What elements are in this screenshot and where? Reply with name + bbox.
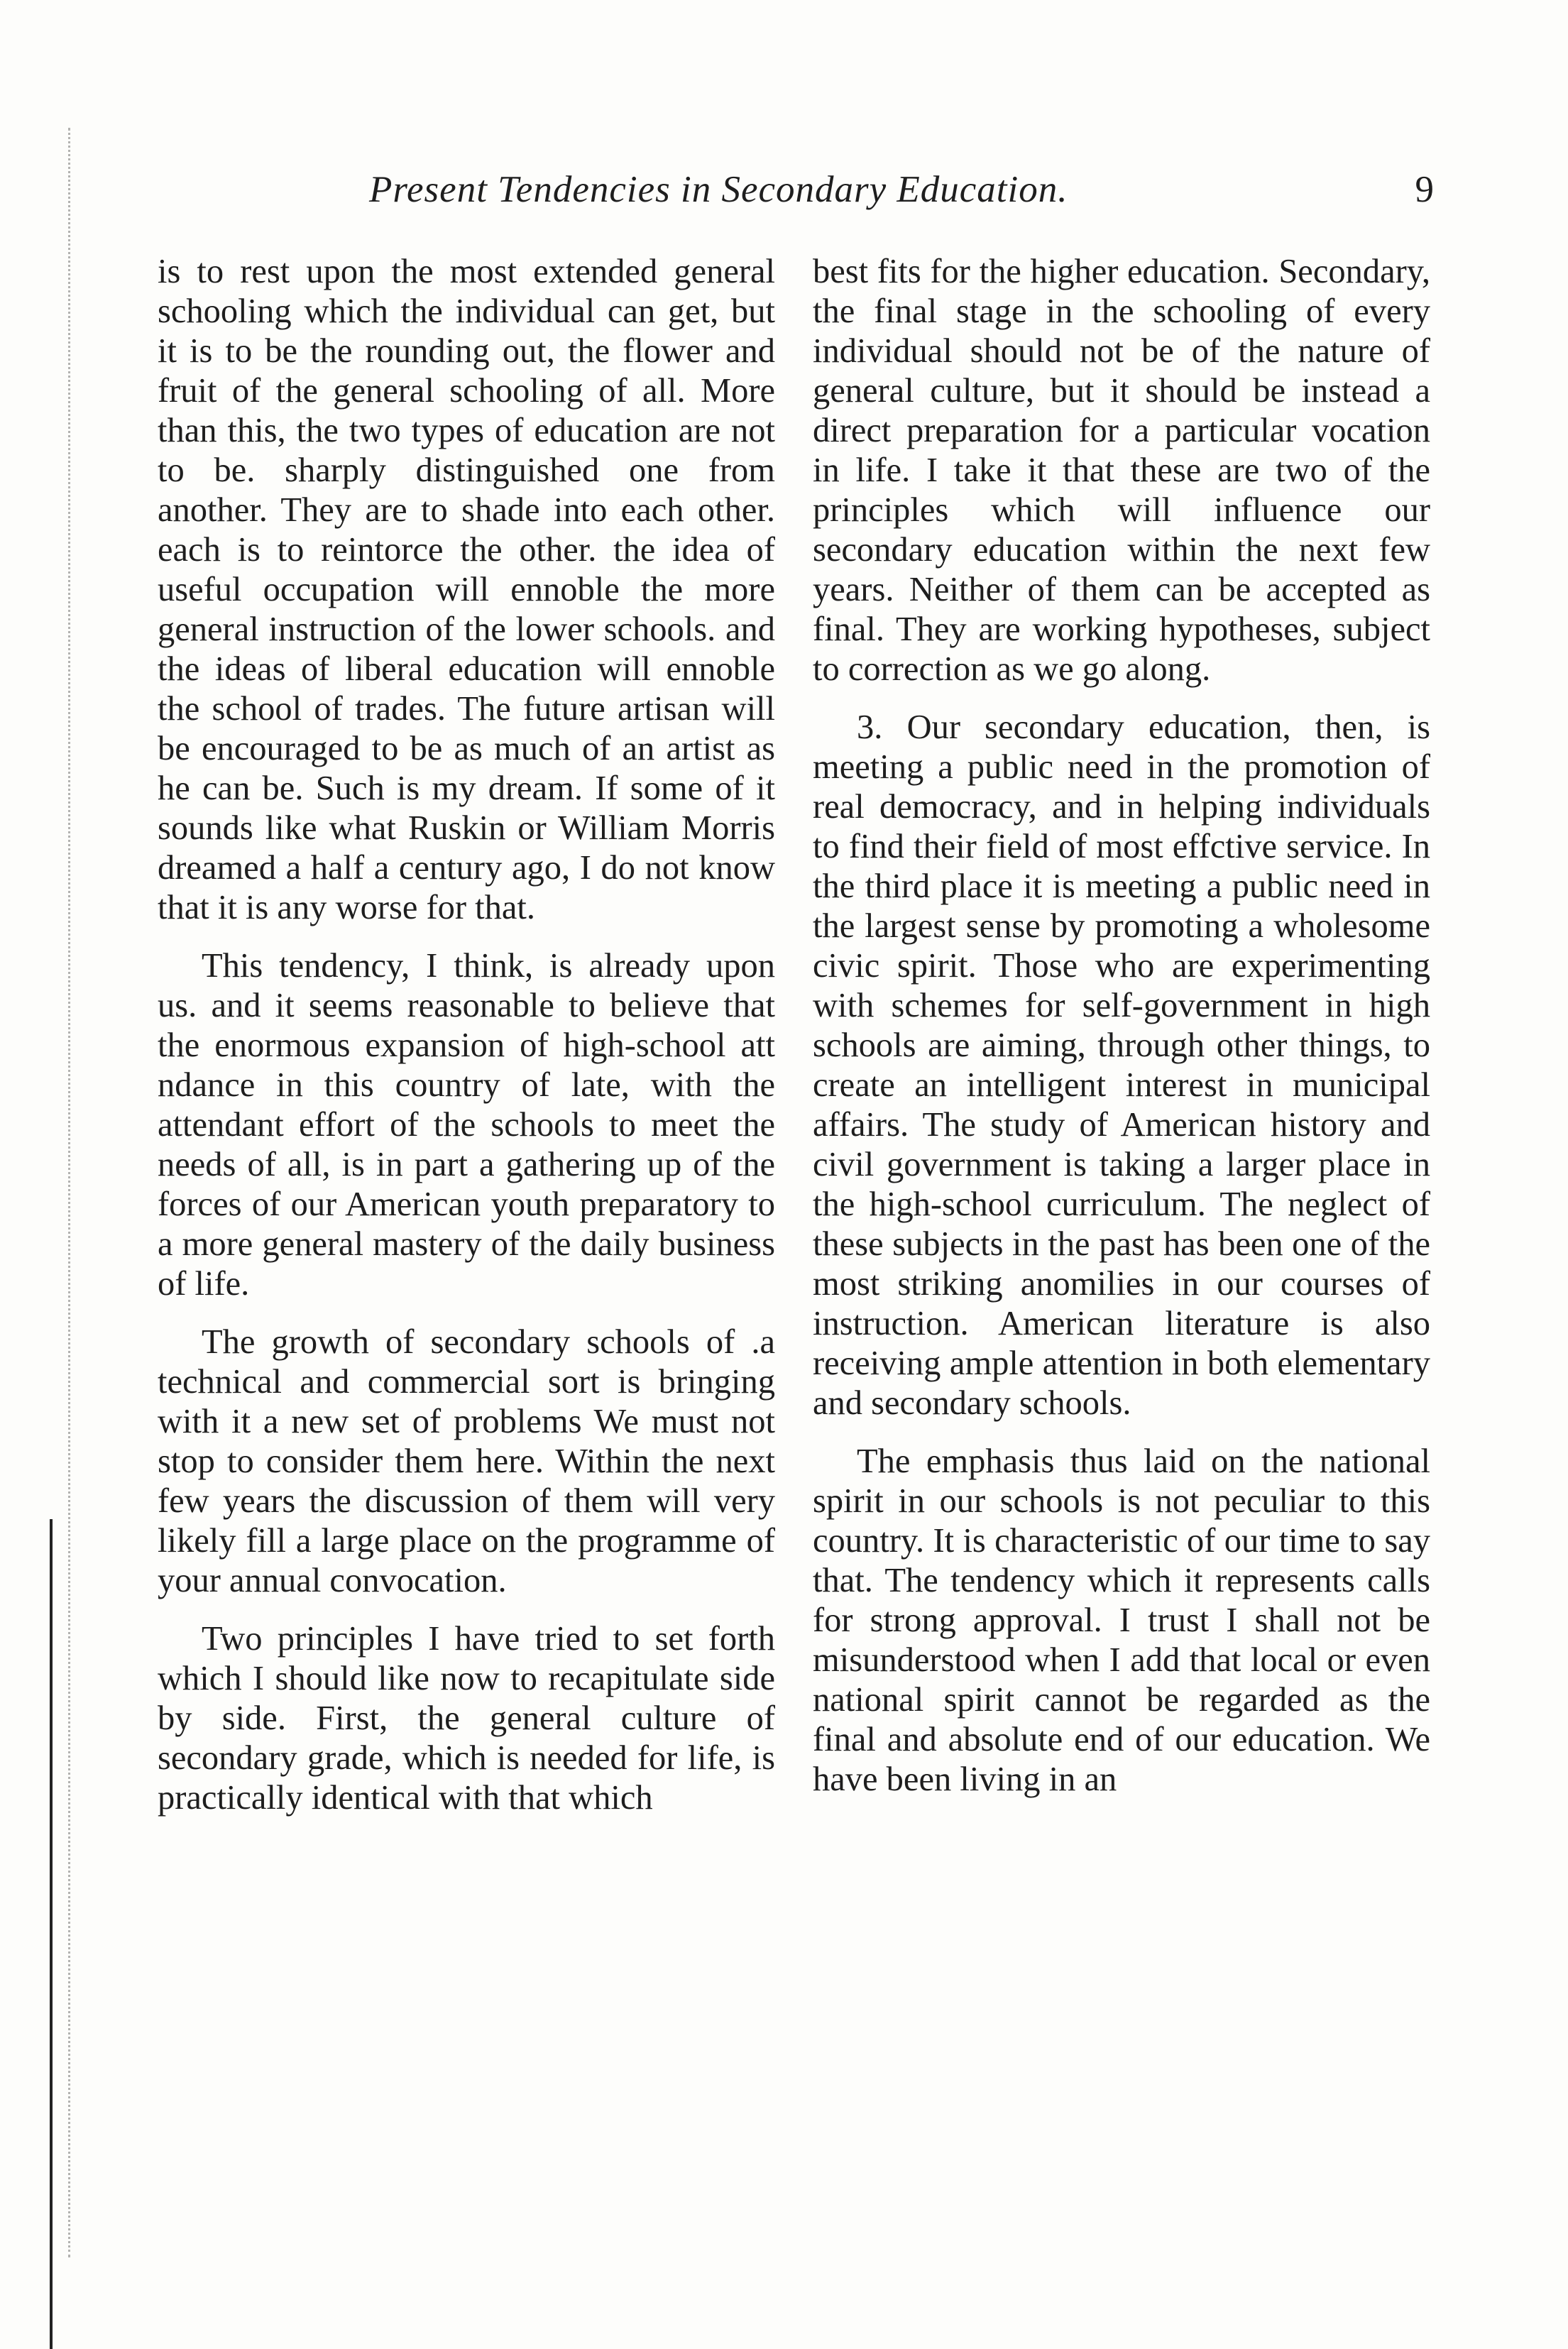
binding-specks	[68, 128, 77, 2257]
paragraph: Two principles I have tried to set forth which I should like now to recapitulate side by side. First, the general culture of secondary grade, which is needed for life, is practically identical with that which	[158, 1620, 775, 1817]
paragraph: is to rest upon the most extended general schooling which the individual can get, but it is to be the rounding out, the flower and fruit of the general schooling of all. More than this, the two types of education are not to be. sharply distinguished one from another. They are to shade into each other. each is to reintorce the other. the idea of useful occupation will ennoble the more general instruction of the lower schools. and the ideas of liberal education will ennoble the school of trades. The future artisan will be encouraged to be as much of an artist as he can be. Such is my dream. If some of it sounds like what Ruskin or William Morris dreamed a half a century ago, I do not know that it is any worse for that.	[158, 253, 775, 926]
running-title: Present Tendencies in Secondary Education.	[369, 169, 1068, 210]
paragraph: best fits for the higher education. Secondary, the final stage in the schooling of every individual should not be of the nature of general culture, but it should be instead a direct preparation for a particular vocation in life. I take it that these are two of the principles which will influence our secondary education within the next few years. Neither of them can be accepted as final. They are working hypotheses, subject to correction as we go along.	[813, 253, 1430, 688]
right-column	[813, 252, 1430, 1818]
binding-edge	[50, 1519, 53, 2349]
paragraph: The growth of secondary schools of .a technical and commercial sort is bringing with it a new set of problems We must not stop to consider them here. Within the next few years the discussion of them will very likely fill a large place on the programme of your annual convocation.	[158, 1323, 775, 1599]
paragraph: 3. Our secondary education, then, is meeting a public need in the promotion of real democracy, and in helping individuals to find their field of most effctive service. In the third place it is meeting a public need in the largest sense by promoting a wholesome civic spirit. Those who are experimenting with schemes for self-government in high schools are aiming, through other things, to create an intelligent interest in municipal affairs. The study of American history and civil government is taking a larger place in the high-school curriculum. The neglect of these subjects in the past has been one of the most striking anomilies in our courses of instruction. American literature is also receiving ample attention in both elementary and secondary schools.	[813, 708, 1430, 1422]
left-column	[158, 252, 775, 1836]
paragraph: The emphasis thus laid on the national spirit in our schools is not peculiar to this country. It is characteristic of our time to say that. The tendency which it represents calls for strong approval. I trust I shall not be misunderstood when I add that local or even national spirit cannot be regarded as the final and absolute end of our education. We have been living in an	[813, 1442, 1430, 1798]
page-number: 9	[1415, 169, 1434, 210]
paragraph: This tendency, I think, is already upon us. and it seems reasonable to believe that the enormous expansion of high-school att ndance in this country of late, with the attendant effort of the schools to meet the needs of all, is in part a gathering up of the forces of our American youth preparatory to a more general mastery of the daily business of life.	[158, 947, 775, 1303]
running-head	[369, 165, 1434, 214]
